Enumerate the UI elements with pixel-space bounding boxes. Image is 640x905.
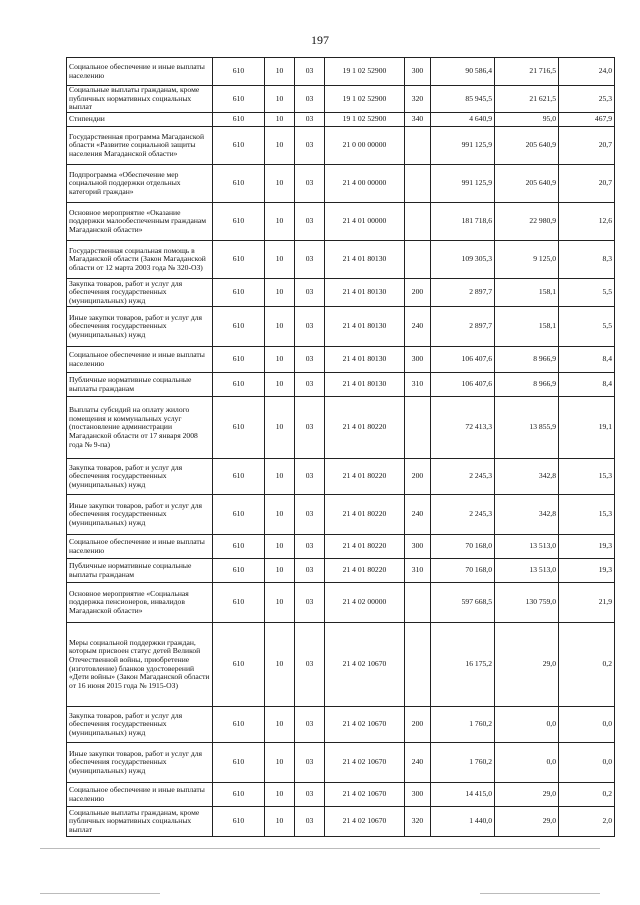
cell-name: Закупка товаров, работ и услуг для обеспечения государственных (муниципальных) нужд (67, 459, 213, 495)
table-row (67, 86, 615, 113)
cell-csr: 21 4 02 10670 (325, 783, 405, 807)
cell-name: Основное мероприятие «Оказание поддержки малообеспеченным гражданам Магаданской области» (67, 203, 213, 241)
cell-rz: 10 (265, 743, 295, 783)
cell-vr (405, 127, 431, 165)
cell-fact: 95,0 (495, 113, 559, 127)
cell-fact: 29,0 (495, 807, 559, 837)
cell-csr: 19 1 02 52900 (325, 58, 405, 86)
cell-pct: 19,3 (559, 535, 615, 559)
cell-pr: 03 (295, 241, 325, 279)
cell-name: Публичные нормативные социальные выплаты гражданам (67, 373, 213, 397)
table-row (67, 113, 615, 127)
cell-vr: 310 (405, 373, 431, 397)
cell-fact: 205 640,9 (495, 165, 559, 203)
cell-name: Стипендии (67, 113, 213, 127)
cell-pr: 03 (295, 127, 325, 165)
cell-plan: 4 640,9 (431, 113, 495, 127)
cell-ved: 610 (213, 535, 265, 559)
cell-ved: 610 (213, 459, 265, 495)
cell-name: Государственная социальная помощь в Магаданской области (Закон Магаданской области от 12 марта 2003 года № 320-ОЗ) (67, 241, 213, 279)
cell-ved: 610 (213, 397, 265, 459)
cell-plan: 2 245,3 (431, 459, 495, 495)
cell-rz: 10 (265, 113, 295, 127)
cell-vr: 300 (405, 783, 431, 807)
cell-name: Подпрограмма «Обеспечение мер социальной поддержки отдельных категорий граждан» (67, 165, 213, 203)
cell-ved: 610 (213, 347, 265, 373)
table-row (67, 807, 615, 837)
cell-pct: 0,2 (559, 783, 615, 807)
cell-rz: 10 (265, 58, 295, 86)
cell-pr: 03 (295, 203, 325, 241)
cell-plan: 597 668,5 (431, 583, 495, 623)
cell-pct: 0,2 (559, 623, 615, 707)
table-row (67, 203, 615, 241)
cell-fact: 342,8 (495, 459, 559, 495)
cell-csr: 21 4 02 10670 (325, 623, 405, 707)
cell-ved: 610 (213, 623, 265, 707)
cell-pct: 2,0 (559, 807, 615, 837)
cell-csr: 19 1 02 52900 (325, 86, 405, 113)
cell-plan: 72 413,3 (431, 397, 495, 459)
cell-pct: 8,4 (559, 373, 615, 397)
cell-rz: 10 (265, 495, 295, 535)
cell-plan: 109 305,3 (431, 241, 495, 279)
page-number: 197 (311, 33, 329, 47)
cell-fact: 13 513,0 (495, 535, 559, 559)
cell-csr: 21 4 02 10670 (325, 807, 405, 837)
cell-name: Социальное обеспечение и иные выплаты населению (67, 783, 213, 807)
cell-plan: 1 760,2 (431, 707, 495, 743)
cell-pr: 03 (295, 495, 325, 535)
cell-pr: 03 (295, 743, 325, 783)
cell-fact: 13 513,0 (495, 559, 559, 583)
cell-pct: 15,3 (559, 495, 615, 535)
table-row (67, 583, 615, 623)
cell-fact: 0,0 (495, 707, 559, 743)
cell-csr: 21 4 01 80130 (325, 279, 405, 307)
scan-artifact-line (480, 893, 600, 894)
cell-pr: 03 (295, 279, 325, 307)
cell-vr (405, 241, 431, 279)
cell-vr: 200 (405, 279, 431, 307)
cell-vr: 310 (405, 559, 431, 583)
cell-vr: 200 (405, 707, 431, 743)
table-row (67, 165, 615, 203)
cell-plan: 1 440,0 (431, 807, 495, 837)
cell-ved: 610 (213, 373, 265, 397)
cell-pr: 03 (295, 807, 325, 837)
table-row (67, 127, 615, 165)
cell-rz: 10 (265, 623, 295, 707)
cell-ved: 610 (213, 113, 265, 127)
cell-pct: 12,6 (559, 203, 615, 241)
table-row (67, 783, 615, 807)
cell-pct: 20,7 (559, 127, 615, 165)
cell-fact: 158,1 (495, 307, 559, 347)
cell-pct: 0,0 (559, 743, 615, 783)
cell-csr: 21 4 02 00000 (325, 583, 405, 623)
cell-rz: 10 (265, 307, 295, 347)
cell-pct: 8,4 (559, 347, 615, 373)
cell-ved: 610 (213, 495, 265, 535)
cell-ved: 610 (213, 203, 265, 241)
cell-csr: 21 4 00 00000 (325, 165, 405, 203)
cell-fact: 21 716,5 (495, 58, 559, 86)
cell-vr: 240 (405, 307, 431, 347)
cell-pct: 19,3 (559, 559, 615, 583)
cell-ved: 610 (213, 86, 265, 113)
cell-pct: 21,9 (559, 583, 615, 623)
cell-rz: 10 (265, 707, 295, 743)
cell-fact: 13 855,9 (495, 397, 559, 459)
cell-rz: 10 (265, 807, 295, 837)
scan-artifact-line (40, 893, 160, 894)
cell-fact: 158,1 (495, 279, 559, 307)
table-row (67, 307, 615, 347)
cell-csr: 21 4 01 80130 (325, 241, 405, 279)
table-row (67, 459, 615, 495)
cell-pr: 03 (295, 535, 325, 559)
cell-plan: 2 897,7 (431, 279, 495, 307)
table-row (67, 623, 615, 707)
cell-ved: 610 (213, 307, 265, 347)
table-row (67, 743, 615, 783)
cell-vr (405, 397, 431, 459)
cell-name: Публичные нормативные социальные выплаты гражданам (67, 559, 213, 583)
cell-csr: 21 4 01 80130 (325, 307, 405, 347)
cell-pct: 0,0 (559, 707, 615, 743)
cell-rz: 10 (265, 127, 295, 165)
cell-vr: 300 (405, 535, 431, 559)
cell-ved: 610 (213, 58, 265, 86)
cell-fact: 205 640,9 (495, 127, 559, 165)
scan-artifact-line (40, 848, 600, 849)
cell-pr: 03 (295, 373, 325, 397)
cell-pr: 03 (295, 783, 325, 807)
cell-vr: 240 (405, 743, 431, 783)
cell-name: Основное мероприятие «Социальная поддержка пенсионеров, инвалидов Магаданской области» (67, 583, 213, 623)
cell-fact: 130 759,0 (495, 583, 559, 623)
cell-csr: 21 0 00 00000 (325, 127, 405, 165)
cell-csr: 21 4 01 80220 (325, 535, 405, 559)
cell-csr: 21 4 01 80220 (325, 397, 405, 459)
cell-name: Иные закупки товаров, работ и услуг для обеспечения государственных (муниципальных) нужд (67, 307, 213, 347)
cell-pr: 03 (295, 58, 325, 86)
cell-plan: 90 586,4 (431, 58, 495, 86)
cell-vr (405, 583, 431, 623)
cell-rz: 10 (265, 373, 295, 397)
cell-csr: 21 4 01 80220 (325, 559, 405, 583)
cell-rz: 10 (265, 535, 295, 559)
cell-csr: 21 4 01 00000 (325, 203, 405, 241)
cell-ved: 610 (213, 127, 265, 165)
cell-vr: 300 (405, 58, 431, 86)
cell-pr: 03 (295, 459, 325, 495)
table-row (67, 347, 615, 373)
cell-name: Иные закупки товаров, работ и услуг для обеспечения государственных (муниципальных) нужд (67, 495, 213, 535)
cell-pr: 03 (295, 307, 325, 347)
cell-vr (405, 623, 431, 707)
cell-plan: 181 718,6 (431, 203, 495, 241)
cell-name: Государственная программа Магаданской области «Развитие социальной защиты населения Магаданской области» (67, 127, 213, 165)
cell-name: Меры социальной поддержки граждан, которым присвоен статус детей Великой Отечественной войны, приобретение (изготовление) бланков удостоверений «Дети войны» (Закон Магаданской области от 16 июня 2015 года № 1915-ОЗ) (67, 623, 213, 707)
cell-fact: 9 125,0 (495, 241, 559, 279)
cell-name: Социальное обеспечение и иные выплаты населению (67, 535, 213, 559)
cell-name: Закупка товаров, работ и услуг для обеспечения государственных (муниципальных) нужд (67, 279, 213, 307)
budget-table (66, 57, 615, 837)
table-row (67, 397, 615, 459)
cell-fact: 342,8 (495, 495, 559, 535)
table-row (67, 495, 615, 535)
cell-name: Выплаты субсидий на оплату жилого помещения и коммунальных услуг (постановление администрации Магаданской области от 17 января 2008 года № 9-па) (67, 397, 213, 459)
cell-pr: 03 (295, 623, 325, 707)
cell-ved: 610 (213, 743, 265, 783)
cell-plan: 70 168,0 (431, 535, 495, 559)
cell-csr: 21 4 02 10670 (325, 743, 405, 783)
cell-rz: 10 (265, 783, 295, 807)
table-row (67, 373, 615, 397)
cell-plan: 2 245,3 (431, 495, 495, 535)
cell-vr: 200 (405, 459, 431, 495)
cell-csr: 21 4 01 80130 (325, 347, 405, 373)
cell-pct: 8,3 (559, 241, 615, 279)
cell-ved: 610 (213, 165, 265, 203)
cell-pr: 03 (295, 347, 325, 373)
cell-name: Иные закупки товаров, работ и услуг для обеспечения государственных (муниципальных) нужд (67, 743, 213, 783)
cell-rz: 10 (265, 397, 295, 459)
cell-pct: 20,7 (559, 165, 615, 203)
table-row (67, 58, 615, 86)
table-row (67, 535, 615, 559)
cell-fact: 21 621,5 (495, 86, 559, 113)
cell-plan: 1 760,2 (431, 743, 495, 783)
cell-plan: 14 415,0 (431, 783, 495, 807)
cell-pr: 03 (295, 165, 325, 203)
cell-pr: 03 (295, 86, 325, 113)
cell-fact: 29,0 (495, 623, 559, 707)
cell-name: Закупка товаров, работ и услуг для обеспечения государственных (муниципальных) нужд (67, 707, 213, 743)
table-row (67, 559, 615, 583)
cell-plan: 85 945,5 (431, 86, 495, 113)
cell-pr: 03 (295, 559, 325, 583)
cell-rz: 10 (265, 459, 295, 495)
cell-ved: 610 (213, 783, 265, 807)
cell-plan: 106 407,6 (431, 373, 495, 397)
cell-fact: 22 980,9 (495, 203, 559, 241)
cell-csr: 21 4 01 80220 (325, 459, 405, 495)
cell-ved: 610 (213, 559, 265, 583)
cell-plan: 106 407,6 (431, 347, 495, 373)
cell-pct: 5,5 (559, 279, 615, 307)
cell-name: Социальное обеспечение и иные выплаты населению (67, 58, 213, 86)
cell-fact: 29,0 (495, 783, 559, 807)
cell-csr: 21 4 02 10670 (325, 707, 405, 743)
cell-rz: 10 (265, 347, 295, 373)
cell-rz: 10 (265, 559, 295, 583)
cell-plan: 16 175,2 (431, 623, 495, 707)
cell-name: Социальные выплаты гражданам, кроме публичных нормативных социальных выплат (67, 86, 213, 113)
cell-fact: 0,0 (495, 743, 559, 783)
cell-pr: 03 (295, 113, 325, 127)
cell-pct: 25,3 (559, 86, 615, 113)
cell-vr: 320 (405, 86, 431, 113)
cell-csr: 19 1 02 52900 (325, 113, 405, 127)
table-row (67, 707, 615, 743)
cell-plan: 70 168,0 (431, 559, 495, 583)
cell-pct: 467,9 (559, 113, 615, 127)
cell-ved: 610 (213, 583, 265, 623)
cell-ved: 610 (213, 707, 265, 743)
cell-rz: 10 (265, 583, 295, 623)
cell-plan: 991 125,9 (431, 165, 495, 203)
cell-vr (405, 203, 431, 241)
cell-ved: 610 (213, 807, 265, 837)
cell-pr: 03 (295, 707, 325, 743)
table-body (67, 58, 615, 837)
cell-name: Социальные выплаты гражданам, кроме публичных нормативных социальных выплат (67, 807, 213, 837)
cell-pct: 5,5 (559, 307, 615, 347)
cell-rz: 10 (265, 86, 295, 113)
cell-rz: 10 (265, 165, 295, 203)
cell-rz: 10 (265, 279, 295, 307)
cell-pct: 19,1 (559, 397, 615, 459)
cell-fact: 8 966,9 (495, 347, 559, 373)
cell-name: Социальное обеспечение и иные выплаты населению (67, 347, 213, 373)
cell-plan: 2 897,7 (431, 307, 495, 347)
cell-pr: 03 (295, 583, 325, 623)
cell-fact: 8 966,9 (495, 373, 559, 397)
cell-pct: 24,0 (559, 58, 615, 86)
cell-plan: 991 125,9 (431, 127, 495, 165)
table-row (67, 241, 615, 279)
cell-vr: 240 (405, 495, 431, 535)
table-row (67, 279, 615, 307)
cell-pct: 15,3 (559, 459, 615, 495)
cell-csr: 21 4 01 80220 (325, 495, 405, 535)
cell-vr (405, 165, 431, 203)
cell-ved: 610 (213, 279, 265, 307)
cell-vr: 320 (405, 807, 431, 837)
cell-rz: 10 (265, 241, 295, 279)
cell-rz: 10 (265, 203, 295, 241)
cell-pr: 03 (295, 397, 325, 459)
cell-ved: 610 (213, 241, 265, 279)
cell-vr: 340 (405, 113, 431, 127)
cell-vr: 300 (405, 347, 431, 373)
cell-csr: 21 4 01 80130 (325, 373, 405, 397)
